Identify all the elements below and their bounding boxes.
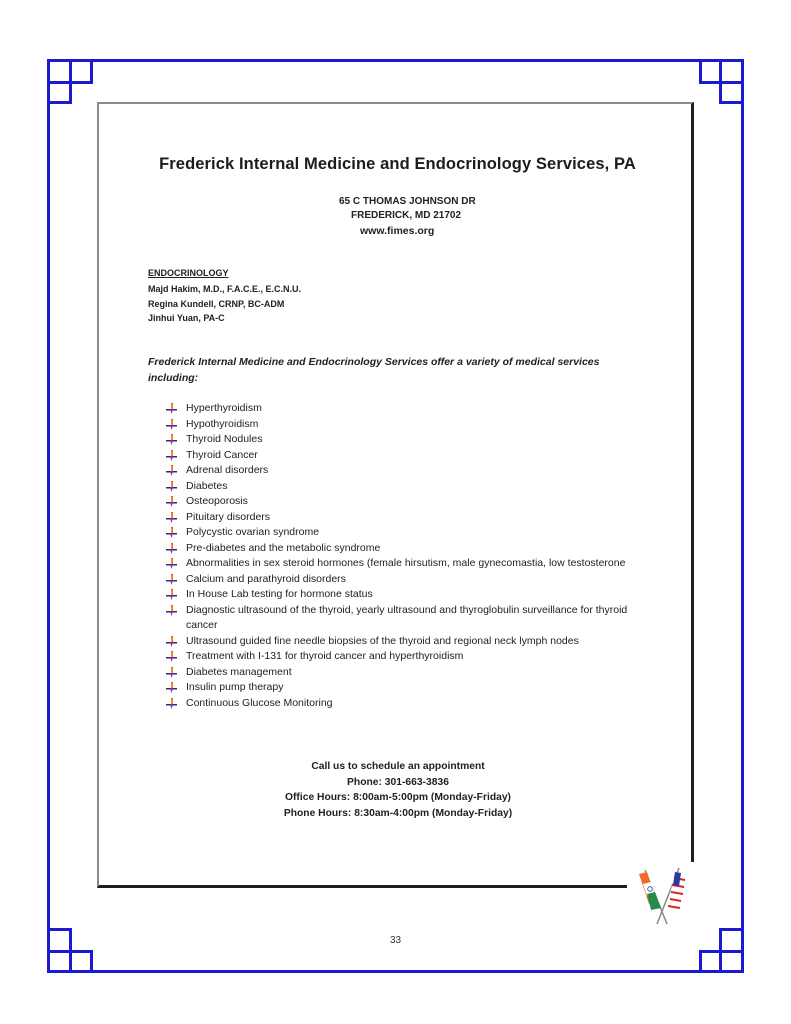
service-item xyxy=(166,572,636,588)
service-label: Treatment with I-131 for thyroid cancer and hyperthyroidism xyxy=(186,650,464,662)
service-item xyxy=(166,510,636,526)
service-item xyxy=(166,587,636,603)
service-item xyxy=(166,401,636,417)
service-label: Pre-diabetes and the metabolic syndrome xyxy=(186,541,381,554)
service-label: Diabetes management xyxy=(186,665,292,678)
document-title: Frederick Internal Medicine and Endocrinology Services, PA xyxy=(159,155,636,173)
phone-hours: Phone Hours: 8:30am-4:00pm (Monday-Friday) xyxy=(283,807,513,819)
service-item xyxy=(166,665,636,681)
office-hours: Office Hours: 8:00am-5:00pm (Monday-Friday) xyxy=(284,792,511,803)
service-item xyxy=(166,417,636,433)
services-list xyxy=(166,401,636,711)
service-item xyxy=(166,448,636,464)
service-label: Calcium and parathyroid disorders xyxy=(186,572,346,585)
service-label: Polycystic ovarian syndrome xyxy=(186,526,320,538)
service-item xyxy=(166,494,636,510)
service-label: Osteoporosis xyxy=(186,495,248,507)
service-label: Diagnostic ultrasound of the thyroid, yearly ultrasound and thyroglobulin surveillance for thyroid cancer xyxy=(186,603,628,631)
staff-member: Jinhui Yuan, PA-C xyxy=(148,313,225,323)
page-number: 33 xyxy=(389,935,402,946)
service-item xyxy=(166,603,636,634)
call-text: Call us to schedule an appointment xyxy=(311,761,485,772)
service-label: Thyroid Nodules xyxy=(186,433,263,445)
service-label: Abnormalities in sex steroid hormones (female hirsutism, male gynecomastia, low testosterone xyxy=(186,557,626,569)
service-label: Continuous Glucose Monitoring xyxy=(186,696,333,709)
service-label: In House Lab testing for hormone status xyxy=(186,588,373,600)
service-label: Pituitary disorders xyxy=(186,510,271,523)
phone-number: Phone: 301-663-3836 xyxy=(347,776,449,788)
service-item xyxy=(166,634,636,650)
india-usa-flags-icon xyxy=(627,862,697,928)
service-item xyxy=(166,556,636,572)
contact-block xyxy=(0,759,791,821)
service-label: Adrenal disorders xyxy=(186,464,269,476)
service-item xyxy=(166,541,636,557)
service-item xyxy=(166,479,636,495)
address-city: FREDERICK, MD 21702 xyxy=(351,210,462,221)
service-item xyxy=(166,432,636,448)
service-label: Hypothyroidism xyxy=(186,417,259,430)
service-item xyxy=(166,696,636,712)
service-label: Thyroid Cancer xyxy=(186,448,258,461)
staff-member: Regina Kundell, CRNP, BC-ADM xyxy=(148,299,285,309)
section-heading: ENDOCRINOLOGY xyxy=(148,268,229,278)
service-item xyxy=(166,680,636,696)
staff-member: Majd Hakim, M.D., F.A.C.E., E.C.N.U. xyxy=(148,284,302,294)
service-item xyxy=(166,463,636,479)
intro-text: Frederick Internal Medicine and Endocrinology Services offer a variety of medical services including: xyxy=(148,356,600,384)
address-street: 65 C THOMAS JOHNSON DR xyxy=(339,196,476,207)
service-item xyxy=(166,649,636,665)
service-label: Hyperthyroidism xyxy=(186,402,262,414)
service-label: Ultrasound guided fine needle biopsies of the thyroid and regional neck lymph nodes xyxy=(186,634,579,647)
website-link[interactable]: www.fimes.org xyxy=(360,225,435,237)
service-label: Diabetes xyxy=(186,479,228,492)
service-item xyxy=(166,525,636,541)
service-label: Insulin pump therapy xyxy=(186,681,284,693)
